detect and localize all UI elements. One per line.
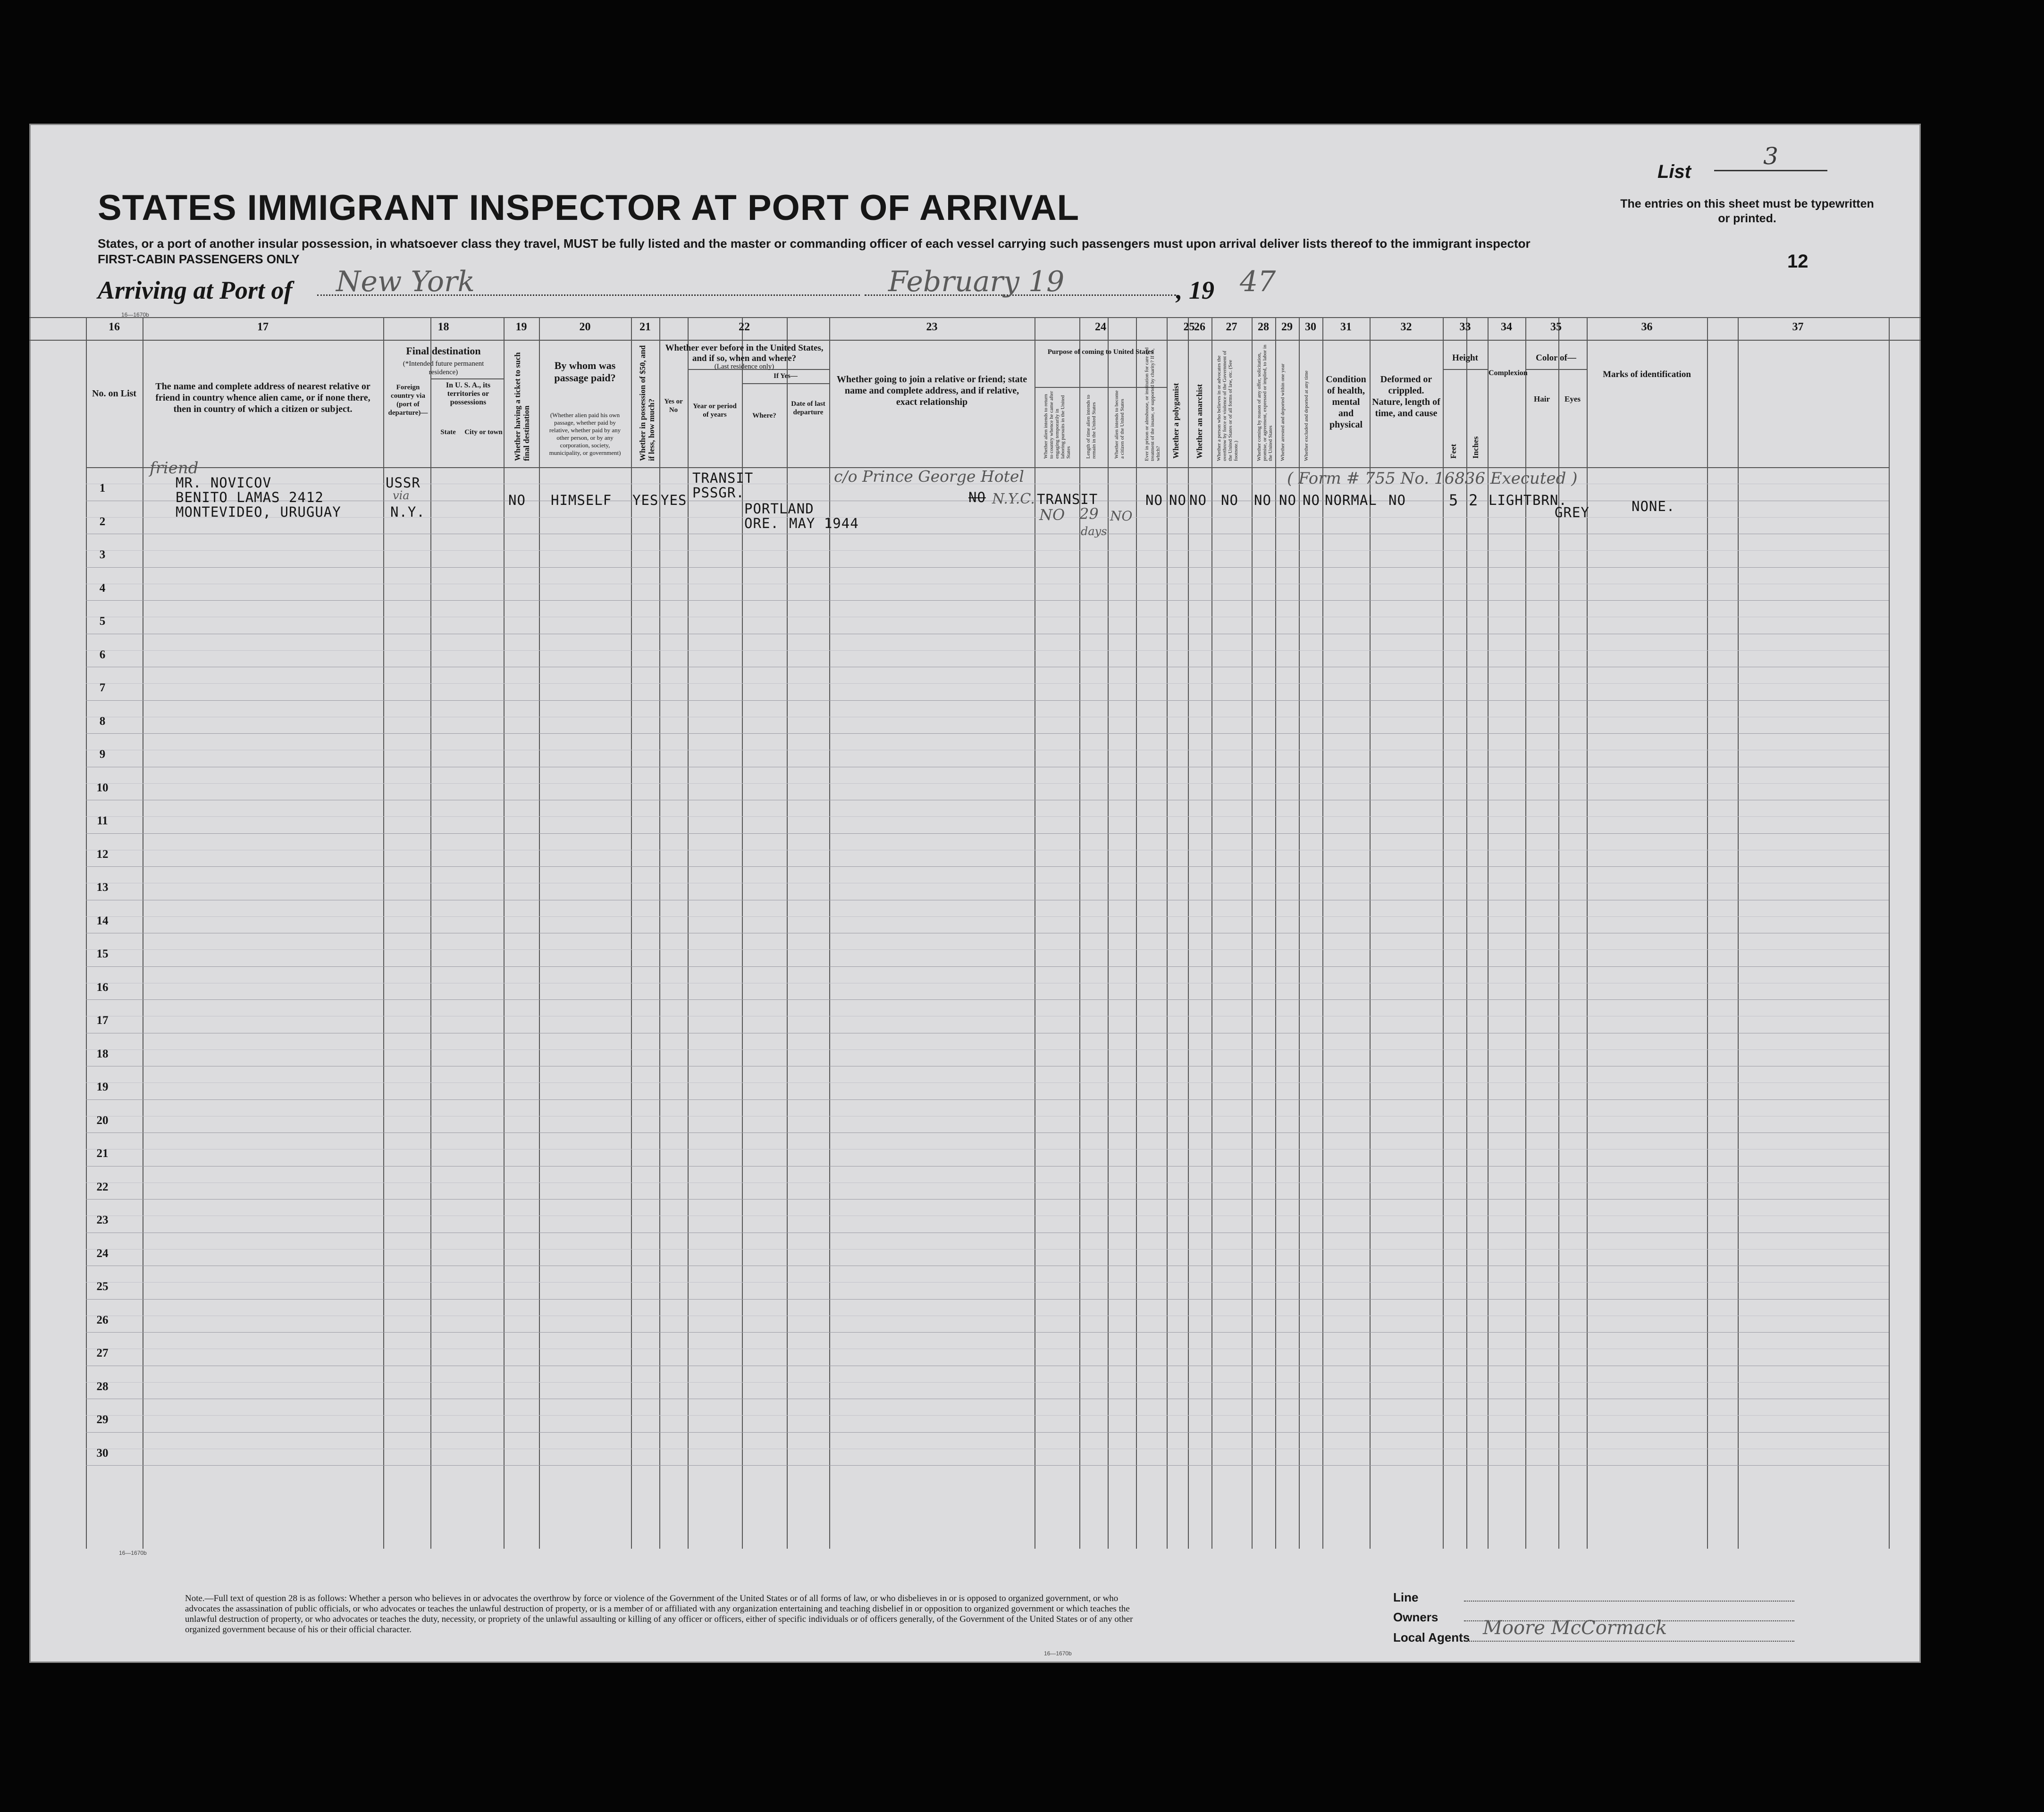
header-year-period: Year or period of years	[693, 403, 737, 419]
row-rule	[86, 966, 1889, 967]
footnote-question-28: Note.—Full text of question 28 is as follows: Whether a person who believes in or advocates the overthrow by force or violence of the Government of the United States or of all forms of law, or who disbelieves in or is opposed to organized government, or who advocates the assassination of public officials, or who advocates or teaches the unlawful destruction of property, or is a member of or affiliated with any organization entertaining and teaching disbelief in or opposition to organized government or which teaches the unlawful destruction of property, or who advocates or teaches the duty, necessity, or propriety of the unlawful assaulting or killing of any officer or officers, either of specific individuals or of officers generally, of the Government of the United States or of any other organized government because of his or their official character.	[185, 1594, 1133, 1635]
header-prison: Ever in prison or almshouse, or institution for care and treatment of the insane, or supported by charity? If so, which?	[1144, 347, 1161, 461]
header-complexion: Complexion	[1489, 369, 1528, 377]
row-guide	[86, 1382, 1889, 1383]
row-number: 1	[99, 482, 106, 495]
form-code-bottom: 16—1670b	[119, 1550, 147, 1556]
hair-value: BRN.	[1532, 492, 1567, 508]
feet-value: 5	[1449, 491, 1459, 509]
header-arrested: Whether arrested and deported within one year	[1280, 363, 1286, 461]
row-number: 23	[96, 1214, 109, 1226]
row-number: 13	[96, 881, 109, 894]
year-period-line-2: PSSGR.	[692, 485, 745, 501]
header-purpose-return: Whether alien intends to return to country whence he came after engaging temporarily in laboring pursuits in the United States	[1043, 391, 1071, 459]
header-foreign-country: Foreign country via (port of departure)—	[388, 384, 428, 417]
col-number-37: 37	[1792, 321, 1804, 333]
row-guide	[86, 1282, 1889, 1283]
row-number: 10	[96, 781, 109, 794]
ticket-value: NO	[508, 492, 526, 508]
header-hair: Hair	[1534, 394, 1550, 403]
row-number: 5	[99, 615, 106, 628]
col-number-29: 29	[1281, 321, 1293, 333]
arriving-at-port-label: Arriving at Port of	[98, 276, 293, 304]
row-rule	[86, 1465, 1889, 1466]
intro-line-1: States, or a port of another insular possession, in whatsoever class they travel, MUST be fully listed and the master or commanding officer of each vessel carrying such passengers must upon arrival deliver lists thereof to the immigrant inspector	[98, 236, 1531, 251]
row-number: 26	[96, 1314, 109, 1326]
length-of-stay-value: 29	[1079, 505, 1099, 523]
row-rule	[86, 1099, 1889, 1100]
col-number-16: 16	[109, 321, 120, 333]
row-rule	[86, 999, 1889, 1000]
prison-value: NO	[1145, 492, 1163, 508]
column-number-rule	[29, 340, 1921, 341]
fifty-dollars-value: YES	[632, 492, 659, 508]
via-note: via	[393, 489, 410, 502]
arrested-value: NO	[1279, 492, 1296, 508]
where-line-2: ORE.	[744, 515, 779, 531]
row-number: 30	[96, 1447, 109, 1460]
joining-value: NO	[968, 489, 986, 505]
labor-offer-value: NO	[1254, 492, 1271, 508]
header-joining-relative: Whether going to join a relative or friend; state name and complete address, and if relative, exact relationship	[836, 374, 1027, 407]
header-where: Where?	[752, 412, 776, 419]
eyes-value: GREY	[1555, 504, 1590, 520]
deformed-value: NO	[1388, 492, 1406, 508]
row-guide	[86, 683, 1889, 684]
row-number: 24	[96, 1247, 109, 1260]
row-number: 12	[96, 848, 109, 861]
col-number-33: 33	[1459, 321, 1471, 333]
row-number: 17	[96, 1014, 109, 1027]
relative-name: MR. NOVICOV	[176, 475, 272, 491]
row-rule	[86, 600, 1889, 601]
excluded-value: NO	[1303, 492, 1320, 508]
header-color-of: Color of—	[1536, 353, 1576, 363]
row-number: 25	[96, 1280, 109, 1293]
col-number-17: 17	[257, 321, 269, 333]
row-number: 2	[99, 515, 106, 528]
header-ever-before-in-us: Whether ever before in the United States, and if so, when and where?	[665, 343, 824, 363]
col-number-28: 28	[1258, 321, 1269, 333]
row-guide	[86, 1249, 1889, 1250]
col-number-25: 25	[1183, 321, 1195, 333]
header-purpose: Purpose of coming to United States	[1047, 348, 1154, 356]
page-title: STATES IMMIGRANT INSPECTOR AT PORT OF ARRIVAL	[98, 188, 1080, 228]
port-value: New York	[336, 265, 475, 298]
row-guide	[86, 650, 1889, 651]
row-number: 4	[99, 582, 106, 595]
header-passage-paid-note: (Whether alien paid his own passage, whether paid by relative, whether paid by any other person, or by any corporation, society, municipality, or government)	[549, 411, 621, 456]
joining-handwritten-note: c/o Prince George Hotel	[834, 467, 1024, 486]
row-rule	[86, 833, 1889, 834]
row-number: 21	[96, 1147, 109, 1160]
header-inches: Inches	[1471, 436, 1480, 459]
row-rule	[86, 1199, 1889, 1200]
row-guide	[86, 783, 1889, 784]
row-number: 28	[96, 1380, 109, 1393]
col-number-34: 34	[1501, 321, 1512, 333]
header-nearest-relative: The name and complete address of nearest relative or friend in country whence alien came, or if none there, then in country of which a citizen or subject.	[155, 381, 370, 414]
col-number-35: 35	[1550, 321, 1562, 333]
header-anarchist: Whether an anarchist	[1195, 384, 1204, 459]
row-guide	[86, 550, 1889, 551]
header-in-usa: In U. S. A., its territories or possessions	[446, 381, 491, 406]
header-health: Condition of health, mental and physical	[1326, 374, 1366, 430]
row-rule	[86, 1132, 1889, 1133]
header-yes-or-no: Yes or No	[664, 398, 683, 414]
header-excluded: Whether excluded and deported at any time	[1304, 370, 1309, 461]
row-number: 9	[99, 748, 106, 761]
header-height: Height	[1452, 353, 1478, 363]
become-citizen-value: NO	[1110, 508, 1133, 524]
row-rule	[86, 1432, 1889, 1433]
row-number: 15	[96, 948, 109, 960]
where-line-1: PORTLAND	[744, 501, 814, 517]
sheet-number: 12	[1787, 251, 1808, 272]
list-label: List	[1657, 161, 1691, 182]
header-feet: Feet	[1449, 444, 1458, 459]
col-number-22: 22	[739, 321, 750, 333]
table-top-rule	[29, 317, 1921, 318]
row-number: 20	[96, 1114, 109, 1127]
row-guide	[86, 1082, 1889, 1083]
col-number-30: 30	[1305, 321, 1316, 333]
local-agents-label: Local Agents	[1393, 1630, 1470, 1644]
header-state: State	[440, 428, 456, 436]
last-departure-value: MAY 1944	[789, 515, 859, 531]
col-number-26: 26	[1194, 321, 1205, 333]
header-last-residence: (Last residence only)	[714, 363, 774, 370]
port-of-departure-value: N.Y.	[390, 504, 425, 520]
manifest-table	[29, 317, 1921, 1556]
row-number: 11	[97, 814, 108, 827]
col-number-27: 27	[1226, 321, 1237, 333]
header-date-last-departure: Date of last departure	[791, 400, 825, 416]
line-label: Line	[1393, 1590, 1419, 1604]
header-length-of-stay: Length of time alien intends to remain in the United States	[1085, 394, 1097, 459]
intro-text	[98, 236, 1655, 267]
row-number: 27	[96, 1347, 109, 1359]
col-number-18: 18	[437, 321, 449, 333]
header-final-destination: Final destination	[406, 345, 481, 357]
row-rule	[86, 1299, 1889, 1300]
row-guide	[86, 1415, 1889, 1416]
inches-value: 2	[1469, 491, 1479, 509]
marks-value: NONE.	[1632, 498, 1675, 514]
row-guide	[86, 517, 1889, 518]
relative-address-line-1: BENITO LAMAS 2412	[176, 489, 324, 505]
row-guide	[86, 816, 1889, 817]
row-number: 16	[96, 981, 109, 994]
health-value: NORMAL	[1325, 492, 1377, 508]
row-number: 14	[96, 914, 109, 927]
header-ticket: Whether having a ticket to such final destination	[513, 352, 531, 461]
header-passage-paid: By whom was passage paid?	[554, 360, 616, 384]
header-eyes: Eyes	[1565, 394, 1581, 403]
col-number-32: 32	[1400, 321, 1412, 333]
arrival-date: February 19	[888, 265, 1065, 298]
header-deformed: Deformed or crippled. Nature, length of time, and cause	[1372, 374, 1440, 419]
col-number-31: 31	[1340, 321, 1352, 333]
row-number: 29	[96, 1413, 109, 1426]
row-rule	[86, 567, 1889, 568]
row-number: 7	[99, 681, 106, 694]
row-number: 3	[99, 548, 106, 561]
col-number-24: 24	[1095, 321, 1106, 333]
relative-address-line-2: MONTEVIDEO, URUGUAY	[176, 504, 341, 520]
row-rule	[86, 1332, 1889, 1333]
local-agents-value: Moore McCormack	[1483, 1617, 1667, 1639]
form-code-top: 16—1670b	[121, 311, 149, 318]
owners-label: Owners	[1393, 1610, 1438, 1624]
row-guide	[86, 916, 1889, 917]
handwritten-friend: friend	[150, 459, 199, 478]
col-number-36: 36	[1641, 321, 1653, 333]
row-rule	[86, 733, 1889, 734]
row-number: 22	[96, 1181, 109, 1193]
joining-city: N.Y.C.	[992, 491, 1035, 507]
passage-paid-value: HIMSELF	[551, 492, 612, 508]
col-number-19: 19	[515, 321, 527, 333]
year-prefix: , 19	[1176, 276, 1214, 304]
typewritten-instruction: The entries on this sheet must be typewritten or printed.	[1620, 197, 1874, 225]
purpose-value: TRANSIT	[1037, 491, 1098, 507]
row-rule	[86, 700, 1889, 701]
header-no-on-list: No. on List	[92, 388, 136, 399]
col-number-20: 20	[579, 321, 591, 333]
header-fifty-dollars: Whether in possession of $50, and if less, how much?	[638, 345, 656, 461]
line-field	[1464, 1601, 1794, 1602]
footer-form-code: 16—1670b	[1044, 1650, 1072, 1657]
row-rule	[86, 866, 1889, 867]
list-number: 3	[1714, 143, 1827, 171]
col-number-21: 21	[639, 321, 651, 333]
row-number: 18	[96, 1048, 109, 1060]
before-in-us-value: YES	[661, 492, 687, 508]
foreign-country-value: USSR	[386, 475, 421, 491]
header-polygamist: Whether a polygamist	[1171, 383, 1180, 459]
header-final-destination-note: (*Intended future permanent residence)	[403, 360, 484, 376]
row-guide	[86, 1049, 1889, 1050]
advocate-value: NO	[1221, 492, 1238, 508]
year-period-line-1: TRANSIT	[692, 470, 754, 486]
local-agents-field	[1464, 1641, 1794, 1642]
intro-line-2: FIRST-CABIN PASSENGERS ONLY	[98, 252, 300, 266]
row-number: 19	[96, 1081, 109, 1093]
header-city: City or town	[464, 428, 503, 436]
row-number: 6	[99, 648, 106, 661]
return-value: NO	[1039, 506, 1065, 524]
length-of-stay-unit: days	[1081, 525, 1107, 538]
arrival-year: 47	[1240, 265, 1276, 298]
row-guide	[86, 949, 1889, 950]
col-number-23: 23	[926, 321, 938, 333]
polygamist-value: NO	[1169, 492, 1186, 508]
anarchist-value: NO	[1189, 492, 1207, 508]
header-labor-offer: Whether coming by reason of any offer, solicitation, promise, or agreement, expressed or implied, to labor in the United States	[1256, 344, 1273, 461]
manifest-sheet	[29, 124, 1921, 1663]
row-number: 8	[99, 715, 106, 728]
header-advocate: Whether a person who believes in or advocates the overthrow by force or violence of the Government of the United States or of all forms of law, etc. (See footnote.)	[1216, 351, 1239, 461]
form-755-note: ( Form # 755 No. 16836 Executed )	[1287, 469, 1578, 488]
header-if-yes: If Yes—	[774, 372, 798, 380]
header-marks: Marks of identification	[1603, 369, 1691, 379]
complexion-value: LIGHT	[1489, 492, 1532, 508]
header-become-citizen: Whether alien intends to become a citizen of the United States	[1114, 390, 1125, 459]
